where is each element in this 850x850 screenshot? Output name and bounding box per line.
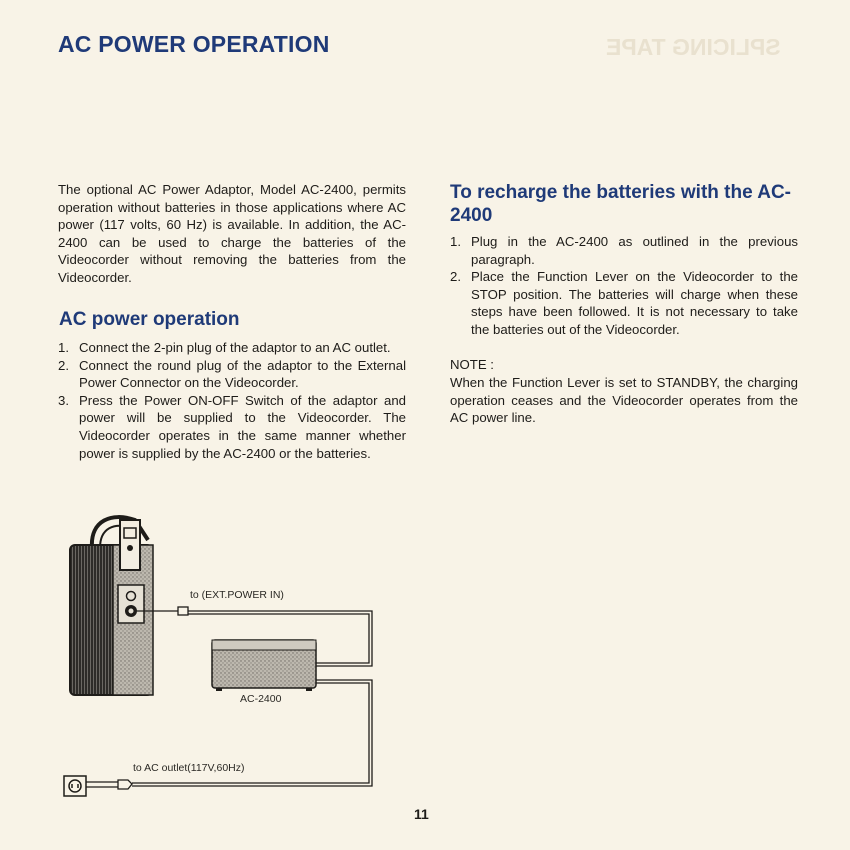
step-number: 1. — [450, 234, 461, 249]
list-item — [58, 339, 406, 357]
recharge-heading: To recharge the batteries with the AC-2400 — [450, 182, 791, 226]
videocorder-illustration — [70, 517, 153, 695]
ac-power-operation-heading: AC power operation — [59, 309, 240, 330]
outlet-label: to AC outlet(117V,60Hz) — [133, 762, 245, 774]
list-item — [450, 233, 798, 268]
bleed-through-title: SPLICING TAPE — [606, 34, 781, 60]
step-number: 2. — [450, 269, 461, 285]
step-number: 1. — [58, 340, 69, 355]
step-number: 3. — [58, 392, 69, 408]
step-number: 2. — [58, 357, 69, 373]
note-label: NOTE : — [450, 357, 494, 372]
step-text: Connect the round plug of the adaptor to the External Power Connector on the Videocorder. — [79, 357, 406, 391]
ac-plug-icon — [86, 780, 132, 789]
list-item — [450, 268, 798, 338]
ac-2400-adaptor-illustration — [212, 640, 316, 691]
adaptor-label: AC-2400 — [240, 693, 282, 705]
intro-paragraph: The optional AC Power Adaptor, Model AC-2400, permits operation without batteries in those applications where AC power (117 volts, 60 Hz) is available. In addition, the AC-2400 can be used to charge the batteries of the Videocorder without removing the batteries from the Videocorder. — [58, 182, 406, 285]
note-text: When the Function Lever is set to STANDBY, the charging operation ceases and the Videocorder operates from the AC power line. — [450, 375, 798, 426]
wall-outlet-icon — [64, 776, 86, 796]
ext-power-cable — [137, 607, 372, 666]
recharge-steps — [450, 233, 798, 339]
step-text: Press the Power ON-OFF Switch of the adaptor and power will be supplied to the Videocorder. The Videocorder operates in the same manner whether power is supplied by the AC-2400 or the batteries. — [79, 392, 406, 461]
list-item — [58, 357, 406, 392]
list-item — [58, 392, 406, 462]
step-text: Place the Function Lever on the Videocorder to the STOP position. The batteries will charge when these steps have been followed. It is not necessary to take the batteries out of the Videocorder. — [471, 269, 798, 337]
ext-power-label: to (EXT.POWER IN) — [190, 589, 284, 601]
page-title: AC POWER OPERATION — [58, 31, 330, 57]
page-number: 11 — [414, 806, 429, 822]
step-text: Plug in the AC-2400 as outlined in the previous paragraph. — [471, 234, 798, 267]
ac-power-steps — [58, 339, 406, 462]
step-text: Connect the 2-pin plug of the adaptor to an AC outlet. — [79, 340, 391, 355]
